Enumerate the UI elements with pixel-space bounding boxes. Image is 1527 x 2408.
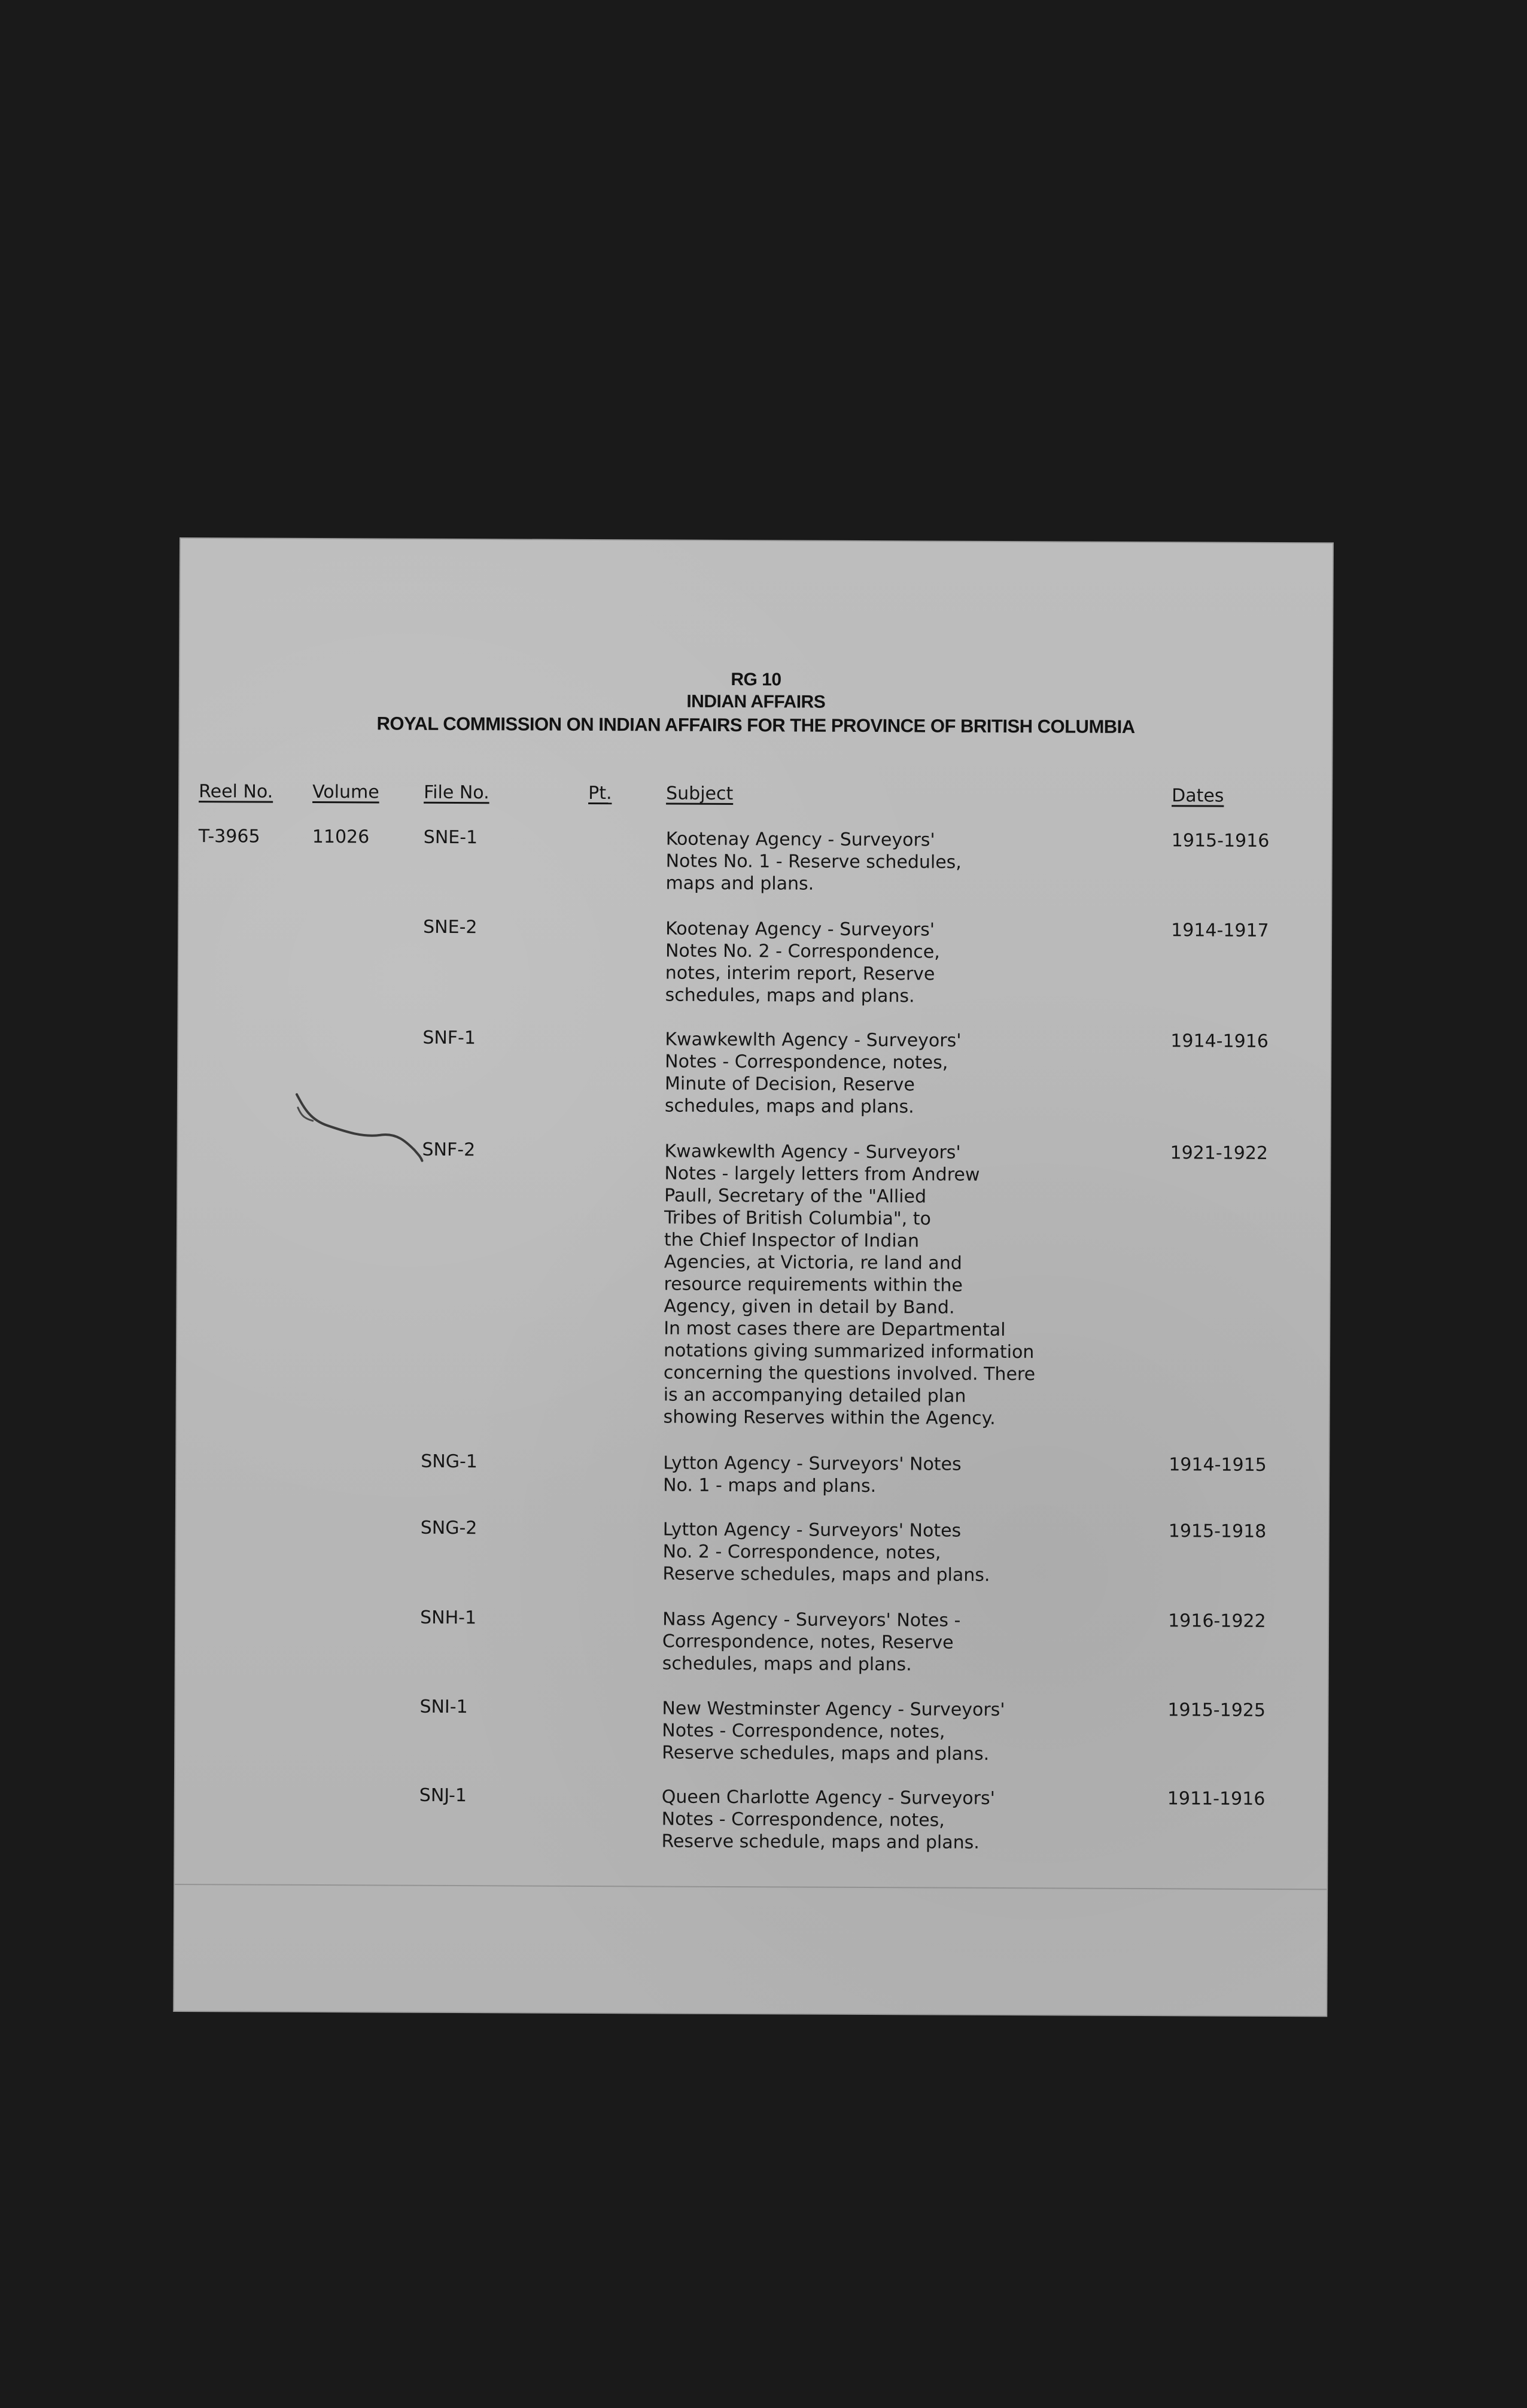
row-8-file: SNI-1 (419, 1696, 468, 1718)
row-4-subject (664, 1141, 1120, 1430)
subject-line: Correspondence, notes, Reserve (662, 1631, 954, 1653)
row-9-subject (661, 1786, 1116, 1854)
subject-line: Paull, Secretary of the "Allied (664, 1185, 927, 1208)
subject-line: Minute of Decision, Reserve (664, 1073, 915, 1096)
column-header-subject: Subject (666, 783, 734, 805)
subject-line: the Chief Inspector of Indian (664, 1229, 920, 1252)
subject-line: No. 1 - maps and plans. (663, 1474, 877, 1497)
subject-line: Notes - Correspondence, notes, (665, 1051, 948, 1074)
row-3-file: SNF-1 (422, 1027, 476, 1049)
subject-line: Kwawkewlth Agency - Surveyors' (664, 1141, 961, 1163)
subject-line: schedules, maps and plans. (664, 1095, 914, 1118)
subject-line: schedules, maps and plans. (662, 1653, 912, 1676)
subject-line: Lytton Agency - Surveyors' Notes (662, 1519, 962, 1542)
subject-line: maps and plans. (665, 872, 814, 895)
subject-line: Notes No. 1 - Reserve schedules, (665, 850, 962, 873)
commission-title: ROYAL COMMISSION ON INDIAN AFFAIRS FOR THE PROVINCE OF BRITISH COLUMBIA (376, 713, 1135, 737)
subject-line: Lytton Agency - Surveyors' Notes (663, 1452, 962, 1475)
subject-line: Kwawkewlth Agency - Surveyors' (665, 1029, 962, 1051)
subject-line: Agencies, at Victoria, re land and (664, 1251, 962, 1274)
row-6-subject (662, 1519, 1117, 1587)
row-2-file: SNE-2 (423, 916, 477, 938)
row-1-dates: 1915-1916 (1171, 830, 1270, 852)
row-3-dates: 1914-1916 (1170, 1030, 1269, 1052)
row-5-file: SNG-1 (421, 1451, 478, 1473)
subject-line: In most cases there are Departmental (664, 1318, 1006, 1341)
subject-line: Nass Agency - Surveyors' Notes - (662, 1609, 961, 1631)
row-7-dates: 1916-1922 (1168, 1610, 1266, 1632)
row-2-dates: 1914-1917 (1171, 920, 1269, 941)
row-6-file: SNG-2 (420, 1517, 477, 1539)
department-title: INDIAN AFFAIRS (686, 691, 826, 712)
row-4-file: SNF-2 (422, 1139, 476, 1161)
subject-line: Agency, given in detail by Band. (664, 1296, 955, 1318)
row-6-dates: 1915-1918 (1168, 1521, 1267, 1542)
column-header-dates: Dates (1172, 785, 1224, 807)
subject-line: Queen Charlotte Agency - Surveyors' (661, 1786, 995, 1809)
subject-line: Notes No. 2 - Correspondence, (665, 940, 940, 963)
row-1-volume: 11026 (312, 826, 370, 848)
subject-line: is an accompanying detailed plan (663, 1384, 966, 1407)
column-header-volume: Volume (312, 781, 379, 803)
subject-line: Notes - largely letters from Andrew (664, 1163, 980, 1185)
page-crease (175, 1884, 1327, 1890)
subject-line: concerning the questions involved. There (663, 1362, 1036, 1385)
subject-line: Notes - Correspondence, notes, (662, 1720, 945, 1743)
subject-line: Reserve schedules, maps and plans. (662, 1563, 990, 1586)
column-header-file: File No. (424, 782, 489, 804)
subject-line: Kootenay Agency - Surveyors' (665, 918, 935, 941)
subject-line: Notes - Correspondence, notes, (661, 1808, 945, 1831)
row-9-file: SNJ-1 (419, 1784, 467, 1807)
subject-line: Tribes of British Columbia", to (664, 1207, 931, 1230)
column-header-pt: Pt. (588, 782, 612, 804)
row-1-subject (665, 828, 1120, 896)
subject-line: notations giving summarized information (664, 1340, 1035, 1363)
subject-line: Reserve schedules, maps and plans. (662, 1742, 990, 1765)
row-5-dates: 1914-1915 (1169, 1454, 1267, 1476)
row-1-file: SNE-1 (423, 826, 478, 849)
stray-mark (285, 1090, 442, 1162)
column-header-reel: Reel No. (199, 781, 273, 802)
row-5-subject (663, 1452, 1118, 1498)
row-3-subject (665, 1029, 1120, 1119)
document-page (174, 539, 1333, 2015)
row-1-reel: T-3965 (198, 826, 260, 847)
subject-line: No. 2 - Correspondence, notes, (662, 1541, 941, 1564)
subject-line: schedules, maps and plans. (665, 984, 915, 1007)
subject-line: Kootenay Agency - Surveyors' (665, 828, 935, 851)
subject-line: notes, interim report, Reserve (665, 962, 935, 985)
row-4-dates: 1921-1922 (1170, 1142, 1269, 1164)
row-9-dates: 1911-1916 (1167, 1788, 1266, 1810)
subject-line: showing Reserves within the Agency. (663, 1406, 996, 1429)
subject-line: resource requirements within the (664, 1273, 963, 1296)
row-7-subject (662, 1609, 1117, 1677)
row-8-subject (662, 1698, 1117, 1766)
record-group-title: RG 10 (731, 670, 781, 690)
subject-line: New Westminster Agency - Surveyors' (662, 1698, 1005, 1721)
row-7-file: SNH-1 (420, 1607, 477, 1629)
subject-line: Reserve schedule, maps and plans. (661, 1831, 980, 1853)
row-8-dates: 1915-1925 (1167, 1699, 1266, 1721)
row-2-subject (665, 918, 1121, 1008)
